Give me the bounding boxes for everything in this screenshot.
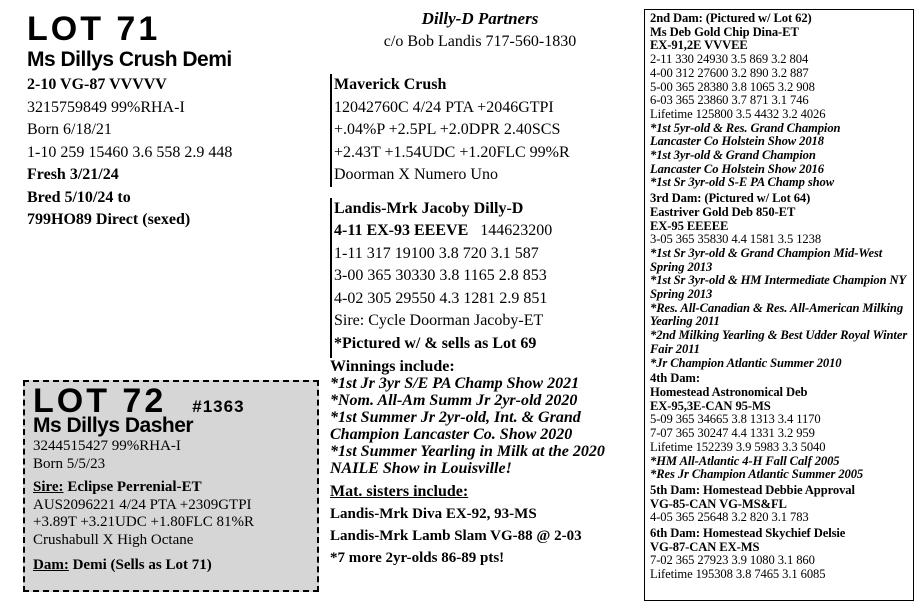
consignor-name: Dilly-D Partners: [421, 9, 539, 28]
dam-registration: 144623200: [480, 222, 553, 239]
lot71-bred: Bred 5/10/24 to: [27, 188, 131, 206]
pedigree-box: [644, 9, 914, 601]
dam2-honor: *1st 3yr-old & Grand Champion: [650, 148, 816, 163]
lot72-registration: 3244515427 99%RHA-I: [33, 438, 181, 454]
winning-item: *1st Summer Jr 2yr-old, Int. & Grand: [330, 409, 581, 426]
dam4-name: Homestead Astronomical Deb: [650, 384, 808, 399]
dam5-classification: VG-85-CAN VG-MS&FL: [650, 496, 787, 511]
winning-item: Champion Lancaster Co. Show 2020: [330, 426, 573, 443]
lot72-number: #1363: [192, 397, 245, 416]
dam3-honor: *2nd Milking Yearling & Best Udder Royal Winter Fair 2011: [650, 328, 908, 356]
dam4-classification: EX-95,3E-CAN 95-MS: [650, 398, 771, 413]
dam6-header: 6th Dam: Homestead Skychief Delsie: [650, 526, 846, 541]
lot71-record: 1-10 259 15460 3.6 558 2.9 448: [27, 143, 233, 161]
consignor-header: [320, 8, 640, 54]
dam4-header: 4th Dam:: [650, 371, 700, 386]
dam4-record: 5-09 365 34665 3.8 1313 3.4 1170: [650, 412, 821, 427]
dam2-record: 5-00 365 28380 3.8 1065 3.2 908: [650, 79, 815, 94]
dam6-classification: VG-87-CAN EX-MS: [650, 539, 760, 554]
dam2-record: 4-00 312 27600 3.2 890 3.2 887: [650, 65, 809, 80]
dam2-honor: Lancaster Co Holstein Show 2016: [650, 161, 824, 176]
lot72-dam-label: Dam:: [33, 557, 69, 573]
lot72-sire-line: +3.89T +3.21UDC +1.80FLC 81%R: [33, 514, 254, 530]
dam-classification-line: [334, 220, 640, 243]
lot72-sire-line: AUS2096221 4/24 PTA +2309GTPI: [33, 496, 252, 513]
dam-record: 1-11 317 19100 3.8 720 3.1 587: [334, 244, 539, 262]
maternal-sisters-block: [330, 481, 640, 569]
lot72-sire-line: Crushabull X High Octane: [33, 531, 194, 548]
lot72-sire: [33, 479, 318, 497]
winning-item: NAILE Show in Louisville!: [330, 460, 512, 477]
sire-line: +.04%P +2.5PL +2.0DPR 2.40SCS: [334, 121, 561, 138]
lot71-service-sire: 799HO89 Direct (sexed): [27, 211, 191, 228]
dam4-lifetime: Lifetime 152239 3.9 5983 3.3 5040: [650, 439, 826, 454]
sire-line: Doorman X Numero Uno: [334, 166, 498, 183]
dam2-record: 6-03 365 23860 3.7 871 3.1 746: [650, 93, 809, 108]
lot71-section: [27, 12, 327, 232]
lot72-sire-name: Eclipse Perrenial-ET: [63, 479, 202, 495]
dam2-honor: *1st Sr 3yr-old S-E PA Champ show: [650, 175, 835, 190]
lot71-name: Ms Dillys Crush Demi: [27, 48, 232, 71]
sire-line: +2.43T +1.54UDC +1.20FLC 99%R: [334, 143, 570, 161]
dam5-record: 4-05 365 25648 3.2 820 3.1 783: [650, 510, 809, 525]
dam2-name: Ms Deb Gold Chip Dina-ET: [650, 24, 799, 39]
dam-record: 4-02 305 29550 4.3 1281 2.9 851: [334, 289, 548, 307]
maternal-sisters-label: Mat. sisters include:: [330, 483, 469, 500]
dam3-header: 3rd Dam: (Pictured w/ Lot 64): [650, 191, 811, 206]
dam2-header: 2nd Dam: (Pictured w/ Lot 62): [650, 11, 812, 25]
winning-item: *Nom. All-Am Summ Jr 2yr-old 2020: [330, 392, 578, 409]
lot71-registration: 3215759849 99%RHA-I: [27, 98, 185, 116]
winning-item: *1st Summer Yearling in Milk at the 2020: [330, 443, 605, 460]
dam3-classification: EX-95 EEEEE: [650, 218, 729, 233]
maternal-sister: Landis-Mrk Lamb Slam VG-88 @ 2-03: [330, 528, 582, 544]
dam6-lifetime: Lifetime 195308 3.8 7465 3.1 6085: [650, 567, 826, 582]
dam3-record: 3-05 365 35830 4.4 1581 3.5 1238: [650, 232, 822, 247]
maternal-sister: *7 more 2yr-olds 86-89 pts!: [330, 550, 505, 566]
sire-name: Maverick Crush: [334, 76, 447, 93]
dam-sire: Sire: Cycle Doorman Jacoby-ET: [334, 312, 544, 329]
dam-classification: 4-11 EX-93 EEEVE: [334, 222, 469, 239]
dam5-header: 5th Dam: Homestead Debbie Approval: [650, 482, 855, 497]
sire-line: 12042760C 4/24 PTA +2046GTPI: [334, 98, 554, 116]
dam2-classification: EX-91,2E VVVEE: [650, 38, 748, 53]
dam4-honor: *Res Jr Champion Atlantic Summer 2005: [650, 467, 864, 482]
lot72-name: Ms Dillys Dasher: [33, 414, 194, 437]
dam3-honor: *Res. All-Canadian & Res. All-American Milking Yearling 2011: [650, 300, 904, 329]
lot72-born: Born 5/5/23: [33, 455, 106, 472]
lot72-dam: [33, 557, 318, 575]
consignor-contact: c/o Bob Landis 717-560-1830: [383, 33, 577, 50]
dam-pictured-note: *Pictured w/ & sells as Lot 69: [334, 334, 537, 352]
lot72-box: [23, 380, 319, 592]
winnings-block: [330, 358, 640, 477]
dam-record: 3-00 365 30330 3.8 1165 2.8 853: [334, 267, 547, 284]
lot71-born: Born 6/18/21: [27, 121, 112, 138]
dam3-honor: *1st Sr 3yr-old & HM Intermediate Champion NY Spring 2013: [650, 273, 906, 302]
winning-item: *1st Jr 3yr S/E PA Champ Show 2021: [330, 375, 580, 392]
lot72-title: LOT 72: [33, 382, 167, 420]
lot72-dam-text: Demi (Sells as Lot 71): [68, 557, 212, 573]
dam4-honor: *HM All-Atlantic 4-H Fall Calf 2005: [650, 453, 840, 468]
dam2-lifetime: Lifetime 125800 3.5 4432 3.2 4026: [650, 106, 826, 121]
dam3-honor: *1st Sr 3yr-old & Grand Champion Mid-West Spring 2013: [650, 245, 883, 274]
dam3-name: Eastriver Gold Deb 850-ET: [650, 204, 796, 219]
dam3-honor: *Jr Champion Atlantic Summer 2010: [650, 355, 842, 370]
lot71-title: LOT 71: [27, 10, 161, 48]
lot71-classification: 2-10 VG-87 VVVVV: [27, 76, 167, 93]
lot71-fresh: Fresh 3/21/24: [27, 166, 119, 183]
winnings-label: Winnings include:: [330, 358, 455, 375]
dam2-honor: *1st 5yr-old & Res. Grand Champion: [650, 120, 841, 135]
dam2-record: 2-11 330 24930 3.5 869 3.2 804: [650, 52, 809, 67]
lot72-sire-label: Sire:: [33, 479, 64, 495]
dam2-honor: Lancaster Co Holstein Show 2018: [650, 134, 824, 149]
middle-column: [330, 8, 640, 569]
sire-block: [330, 74, 640, 187]
dam4-record: 7-07 365 30247 4.4 1331 3.2 959: [650, 426, 815, 441]
dam-block: [330, 198, 640, 359]
dam6-record: 7-02 365 27923 3.9 1080 3.1 860: [650, 553, 815, 568]
maternal-sister: Landis-Mrk Diva EX-92, 93-MS: [330, 506, 537, 522]
dam-name: Landis-Mrk Jacoby Dilly-D: [334, 199, 524, 217]
